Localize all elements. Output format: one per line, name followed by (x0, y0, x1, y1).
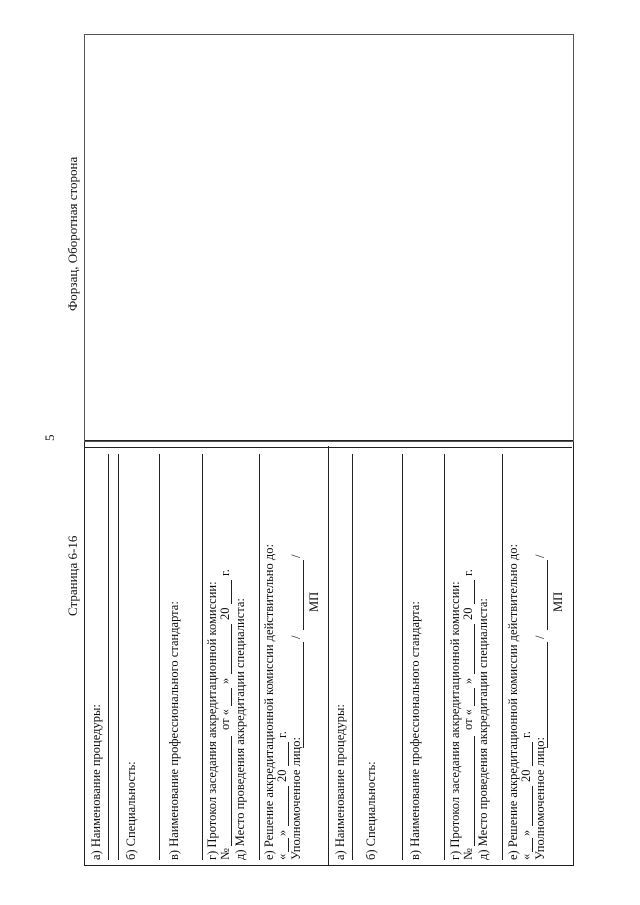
block1-place-line (259, 454, 260, 860)
block2-standard-label: в) Наименование профессионального стандарта: (408, 601, 422, 860)
block1-slash-a: / (289, 635, 303, 639)
block1-specialty-label: б) Специальность: (124, 761, 138, 860)
block1-slash-b: / (289, 554, 303, 558)
block1-valid-year: 20 (275, 769, 289, 782)
block1-protocol-year-line (231, 580, 232, 604)
block1-procedure-line2 (118, 454, 119, 860)
left-page-divider (328, 446, 329, 866)
block2-valid-suffix: г. (519, 731, 533, 738)
block2-valid-label: е) Решение аккредитационной комиссии действительно до: (506, 544, 520, 860)
block2-protocol-label: г) Протокол заседания аккредитационной комиссии: (448, 581, 462, 860)
block2-protocol-month-line (474, 624, 475, 674)
block2-protocol-quote: » (461, 677, 475, 684)
block2-procedure-label: а) Наименование процедуры: (333, 704, 347, 860)
block1-name-line (303, 560, 304, 630)
block1-protocol-no-line (231, 736, 232, 846)
right-page-frame (84, 34, 574, 442)
block1-place-label: д) Место проведения аккредитации специалиста: (233, 598, 247, 860)
block2-slash-a: / (533, 635, 547, 639)
block2-place-label: д) Место проведения аккредитации специалиста: (476, 598, 490, 860)
block1-stamp: МП (307, 591, 321, 612)
block2-specialty-line (402, 454, 403, 860)
block1-procedure-label: а) Наименование процедуры: (89, 704, 103, 860)
block2-protocol-from: от « (461, 709, 475, 730)
block2-procedure-line (352, 454, 353, 860)
block1-protocol-label: г) Протокол заседания аккредитационной комиссии: (205, 581, 219, 860)
block1-valid-quote: » (275, 829, 289, 836)
block1-valid-suffix: г. (275, 731, 289, 738)
block2-signature-line (547, 642, 548, 748)
block1-signature-line (303, 642, 304, 748)
block2-authorized-label: Уполномоченное лицо: (533, 737, 547, 860)
block2-protocol-suffix: г. (461, 569, 475, 576)
block1-protocol-month-line (231, 624, 232, 674)
block2-valid-quote: » (519, 829, 533, 836)
block1-protocol-day-line (231, 688, 232, 706)
block1-valid-label: е) Решение аккредитационной комиссии действительно до: (262, 544, 276, 860)
block2-name-line (547, 560, 548, 630)
block1-protocol-suffix: г. (218, 569, 232, 576)
block1-procedure-line (108, 454, 109, 860)
block2-specialty-label: б) Специальность: (364, 761, 378, 860)
block1-protocol-from: от « (218, 709, 232, 730)
page-number: 5 (42, 434, 57, 441)
block2-place-line (502, 454, 503, 860)
rotated-spread (52, 36, 592, 866)
block1-standard-label: в) Наименование профессионального стандарта: (167, 601, 181, 860)
left-page-frame (84, 440, 574, 866)
block2-valid-year: 20 (519, 769, 533, 782)
block2-slash-b: / (533, 554, 547, 558)
block2-stamp: МП (551, 591, 565, 612)
right-page-header: Форзац, Оборотная сторона (65, 156, 80, 311)
block2-protocol-no: № (461, 848, 475, 860)
block1-authorized-label: Уполномоченное лицо: (289, 737, 303, 860)
block1-valid-open: « (275, 853, 289, 860)
block2-valid-open: « (519, 853, 533, 860)
block2-protocol-no-line (474, 736, 475, 846)
block2-standard-line (444, 454, 445, 860)
block1-standard-line (202, 454, 203, 860)
block1-protocol-no: № (218, 848, 232, 860)
block2-protocol-year-line (474, 580, 475, 604)
block1-protocol-year: 20 (218, 607, 232, 620)
block1-protocol-quote: » (218, 677, 232, 684)
left-page-header: Страница 6-16 (65, 535, 80, 616)
block1-specialty-line (159, 454, 160, 860)
block2-protocol-year: 20 (461, 607, 475, 620)
block2-protocol-day-line (474, 688, 475, 706)
